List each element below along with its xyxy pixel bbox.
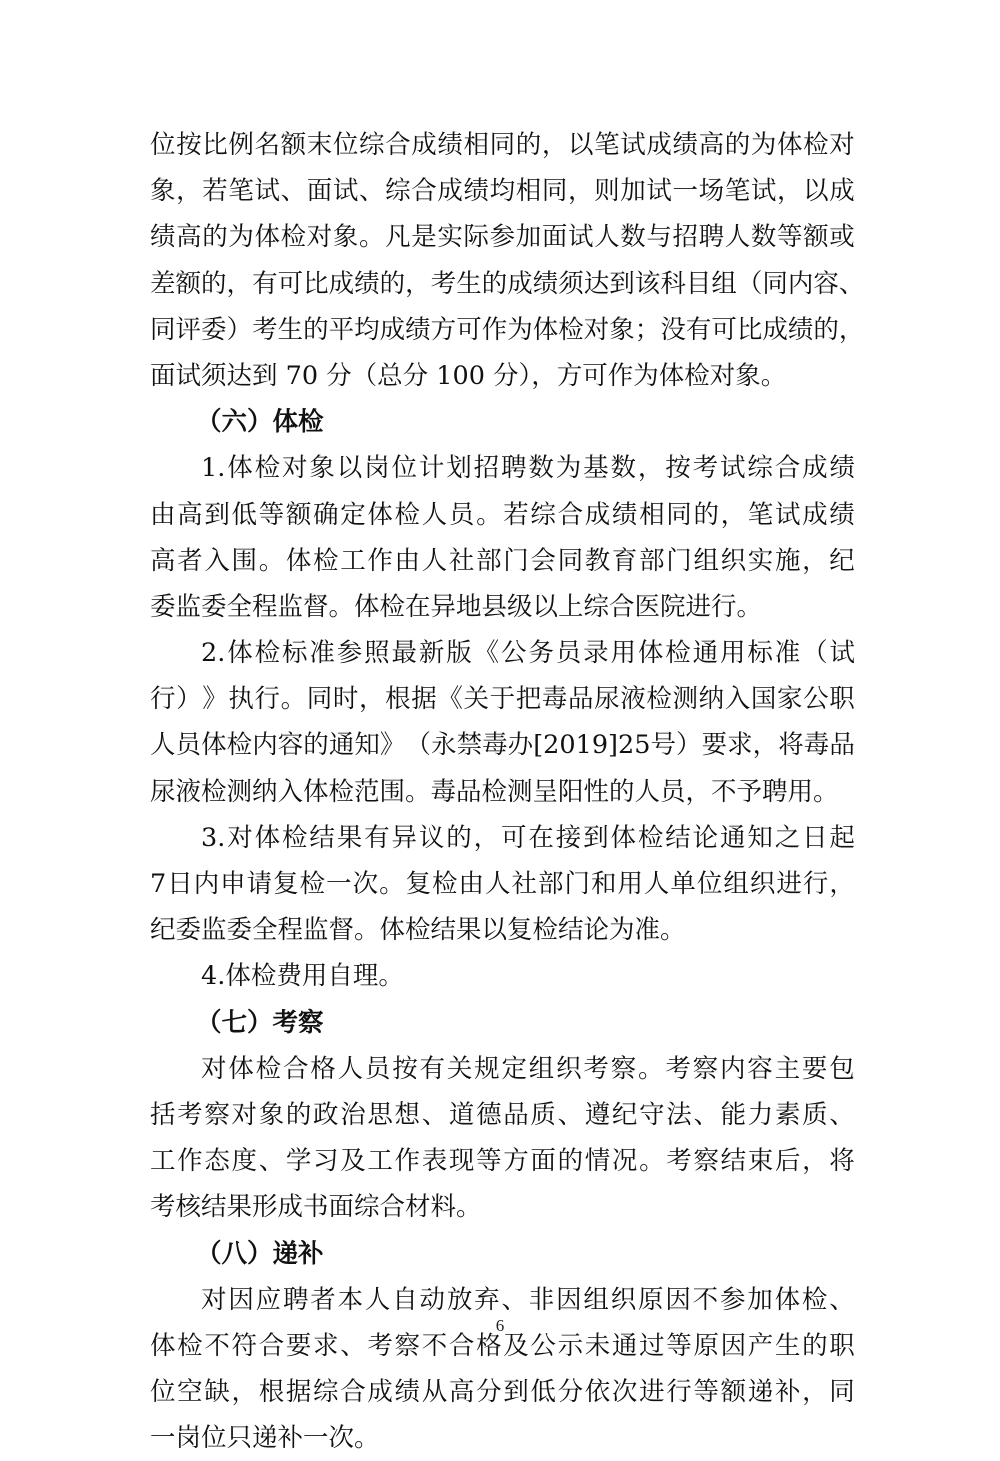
- text-line: 象 ， 若 笔 试 、 面 试 、 综 合 成 绩 均 相 同 ， 则 加 试 一 场 笔 试 ， 以 成: [150, 176, 855, 207]
- text-line: 对 因 应 聘 者 本 人 自 动 放 弃 、 非 因 组 织 原 因 不 参 加 体 检 、: [201, 1284, 855, 1315]
- text-line: 7 日 内 申 请 复 检 一 次 。 复 检 由 人 社 部 门 和 用 人 单 位 组 织 进 行 ，: [150, 869, 855, 899]
- text-line: 位 按 比 例 名 额 末 位 综 合 成 绩 相 同 的 ， 以 笔 试 成 绩 高 的 为 体 检 对: [150, 130, 855, 160]
- text-line: 考核结果形成书面综合材料。: [150, 1192, 482, 1223]
- text-line: 同 评 委 ） 考 生 的 平 均 成 绩 方 可 作 为 体 检 对 象 ； 没 有 可 比 成 绩 的 ，: [150, 314, 865, 345]
- text-line: 行 ） 》 执 行 。 同 时 ， 根 据 《 关 于 把 毒 品 尿 液 检 测 纳 入 国 家 公 职: [150, 684, 855, 715]
- text-line: 人 员 体 检 内 容 的 通 知 》 （ 永 禁 毒 办 [2019]25 号 ） 要 求 ， 将 毒 品: [150, 730, 855, 761]
- text-line: 由 高 到 低 等 额 确 定 体 检 人 员 。 若 综 合 成 绩 相 同 的 ， 笔 试 成 绩: [150, 499, 855, 530]
- text-line: 工 作 态 度 、 学 习 及 工 作 表 现 等 方 面 的 情 况 。 考 察 结 束 后 ， 将: [150, 1146, 855, 1177]
- text-line: 差 额 的 ， 有 可 比 成 绩 的 ， 考 生 的 成 绩 须 达 到 该 科 目 组 （ 同 内 容 、: [150, 268, 865, 299]
- section-heading: （八）递补: [196, 1238, 324, 1269]
- text-line: 位 空 缺 ， 根 据 综 合 成 绩 从 高 分 到 低 分 依 次 进 行 等 额 递 补 ， 同: [150, 1377, 855, 1408]
- section-heading: （七）考察: [196, 1007, 324, 1038]
- text-line: 尿液检测纳入体检范围。毒品检测呈阳性的人员，不予聘用。: [150, 776, 839, 807]
- text-line: 面试须达到 70 分（总分 100 分），方可作为体检对象。: [150, 360, 787, 391]
- document-body: [150, 122, 865, 1461]
- text-line: 体 检 不 符 合 要 求 、 考 察 不 合 格 及 公 示 未 通 过 等 原 因 产 生 的 职: [150, 1330, 855, 1361]
- section-heading: （六）体检: [196, 407, 324, 438]
- text-line: 对 体 检 合 格 人 员 按 有 关 规 定 组 织 考 察 。 考 察 内 容 主 要 包: [201, 1053, 855, 1084]
- text-line: 括 考 察 对 象 的 政 治 思 想 、 道 德 品 质 、 遵 纪 守 法 、 能 力 素 质 、: [150, 1099, 855, 1130]
- page-number: 6: [495, 1316, 505, 1335]
- text-line: 纪委监委全程监督。体检结果以复检结论为准。: [150, 915, 686, 946]
- text-line: 绩 高 的 为 体 检 对 象 。 凡 是 实 际 参 加 面 试 人 数 与 招 聘 人 数 等 额 或: [150, 222, 855, 253]
- text-line: 2. 体 检 标 准 参 照 最 新 版 《 公 务 员 录 用 体 检 通 用 标 准 （ 试: [201, 638, 855, 669]
- text-line: 一岗位只递补一次。: [150, 1423, 380, 1454]
- text-line: 1. 体 检 对 象 以 岗 位 计 划 招 聘 数 为 基 数 ， 按 考 试 综 合 成 绩: [201, 453, 855, 484]
- text-line: 4.体检费用自理。: [201, 961, 404, 992]
- text-line: 3. 对 体 检 结 果 有 异 议 的 ， 可 在 接 到 体 检 结 论 通 知 之 日 起: [201, 822, 855, 853]
- text-line: 高 者 入 围 。 体 检 工 作 由 人 社 部 门 会 同 教 育 部 门 组 织 实 施 ， 纪: [150, 545, 855, 576]
- text-line: 委监委全程监督。体检在异地县级以上综合医院进行。: [150, 591, 763, 622]
